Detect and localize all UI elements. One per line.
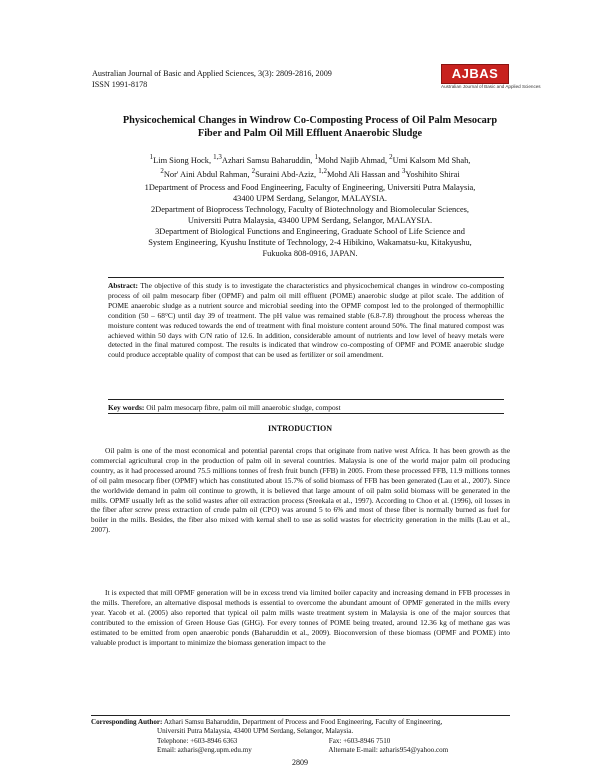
footnote-label: Corresponding Author:	[91, 718, 163, 726]
journal-logo	[441, 64, 541, 96]
footnote-line: Universiti Putra Malaysia, 43400 UPM Serdang, Selangor, Malaysia.	[157, 727, 354, 736]
journal-issn: ISSN 1991-8178	[92, 80, 148, 89]
footnote-line: Azhari Samsu Baharuddin, Department of Process and Food Engineering, Faculty of Engineering,	[163, 718, 443, 726]
author-line: $^1$Lim Siong Hock, $^{1,3}$Azhari Samsu Baharuddin, $^1$Mohd Najib Ahmad, $^2$Umi Kalsom Md Shah,	[149, 153, 471, 165]
footnote-rule	[91, 715, 510, 716]
section-heading: INTRODUCTION	[267, 424, 332, 433]
affiliation-line: 1Department of Process and Food Engineering, Faculty of Engineering, Universiti Putra Malaysia,	[144, 183, 476, 192]
journal-citation: Australian Journal of Basic and Applied Sciences, 3(3): 2809-2816, 2009	[92, 69, 332, 78]
logo-subtitle: Australian Journal of Basic and Applied Sciences	[441, 84, 541, 89]
affiliation-line: 2Department of Bioprocess Technology, Faculty of Biotechnology and Biomolecular Sciences,	[150, 205, 470, 214]
keywords-text: Oil palm mesocarp fibre, palm oil mill anaerobic sludge, compost	[146, 403, 341, 412]
abstract-bottom-rule	[108, 399, 504, 400]
keywords-rule	[108, 413, 504, 414]
corresponding-author-footnote	[91, 718, 510, 756]
title-line: Fiber and Palm Oil Mill Effluent Anaerobic Sludge	[197, 128, 423, 139]
journal-header	[92, 68, 332, 90]
author-list	[90, 152, 530, 180]
body-paragraph	[91, 446, 510, 535]
logo-mark: AJBAS	[441, 64, 509, 84]
paragraph-text: Oil palm is one of the most economical and potential parental crops that originate from native west Africa. It has been growth as the commercial agricultural crop in the production of palm oil in several countries. Malaysia is one of the world major palm oil producing country, as it had processed around 75.5 millions tonnes of fresh fruit bunch (FFB) in 2005. From these processed FFB, 11.9 millions tonnes of oil palm mesocarp fiber (OPMF) which has constituted about 15.7% of solid biomass of FFB has been generated (Lau et al., 2007). Since the worldwide demand in palm oil continue to growth, it is believed that large amount of oil palm solid biomass will be generated in the mills. OPMF usually left as the solid wastes after oil extraction process (Sreekala et al., 1997). According to Choo et al. (1996), oil losses in the fiber after screw press extraction of crude palm oil (CPO) was around 5 to 6% and most of these fiber is normally burned as fuel for boiler in the mills. Besides, the fiber also mixed with kernal shell to use as solid wastes for electricity generation in the mills (Lau et al., 2007).	[91, 446, 510, 535]
abstract-label: Abstract:	[108, 281, 138, 290]
paragraph-text: It is expected that mill OPMF generation will be in excess trend via limited boiler capacity and increasing demand in FFB processes in the mills. Therefore, an alternative disposal methods is essential to overcome the abundant amount of OPMF generated in the mills every year. Yacob et al. (2005) also reported that typical oil palm mills waste treatment system in Malaysia is one of the major sources that contributed to the emission of Green House Gas (GHG). For every tonnes of POME being treated, around 12.36 kg of methane gas was estimated to be emitted from open anaerobic ponds (Baharuddin et al., 2009). Bioconversion of these biomass (OPMF and POME) into valuable product is important to minimize the biomass generation impact to the	[91, 588, 510, 647]
affiliation-line: Fukuoka 808-0916, JAPAN.	[262, 249, 358, 258]
keywords-label: Key words:	[108, 403, 145, 412]
footnote-alt-email: Alternate E-mail: azharis954@yahoo.com	[328, 746, 449, 755]
footnote-fax: Fax: +603-8946 7510	[328, 736, 391, 745]
footnote-email: Email: azharis@eng.upm.edu.my	[157, 746, 252, 755]
author-line: $^2$Nor' Aini Abdul Rahman, $^2$Suraini Abd-Aziz, $^{1,2}$Mohd Ali Hassan and $^3$Yoshihito Shirai	[160, 166, 460, 179]
affiliations	[90, 182, 530, 259]
page-number: 2809	[292, 758, 308, 767]
affiliation-line: System Engineering, Kyushu Institute of Technology, 2-4 Hibikino, Wakamatsu-ku, Kitakyushu,	[148, 238, 472, 247]
affiliation-line: 43400 UPM Serdang, Selangor, MALAYSIA.	[232, 194, 388, 203]
body-paragraph	[91, 588, 510, 647]
title-line: Physicochemical Changes in Windrow Co-Composting Process of Oil Palm Mesocarp	[122, 115, 498, 126]
abstract-text: The objective of this study is to investigate the characteristics and physicochemical changes in windrow co-composting process of oil palm mesocarp fiber (OPMF) and palm oil mill effluent (POME) anaerobic sludge at pilot scale. The addition of POME anaerobic sludge as a nutrient source and microbial seeding into the OPMF compost led to the prolonged of thermophillic condition (50 – 68°C) until day 39 of treatment. The pH value was remained stable (6.8-7.8) throughout the process whereas the moisture content was reduced towards the end of treatment with final moisture content around 50%. The final matured compost was achieved within 50 days with C/N ratio of 12.6. In addition, considerable amount of nutrients and low level of heavy metals were detected in the final matured compost. The results is indicated that windrow co-composting of OPMF and POME anaerobic sludge could produce acceptable quality of compost that can be used as fertilizer or soil amendment.	[108, 281, 505, 360]
footnote-telephone: Telephone: +603-8946 6363	[157, 736, 238, 745]
keywords-block	[108, 403, 504, 413]
paper-title	[90, 114, 530, 140]
abstract-block	[108, 281, 504, 360]
abstract-top-rule	[108, 277, 504, 278]
affiliation-line: Universiti Putra Malaysia, 43400 UPM Serdang, Selangor, MALAYSIA.	[187, 216, 433, 225]
affiliation-line: 3Department of Biological Functions and Engineering, Graduate School of Life Science and	[155, 227, 465, 236]
